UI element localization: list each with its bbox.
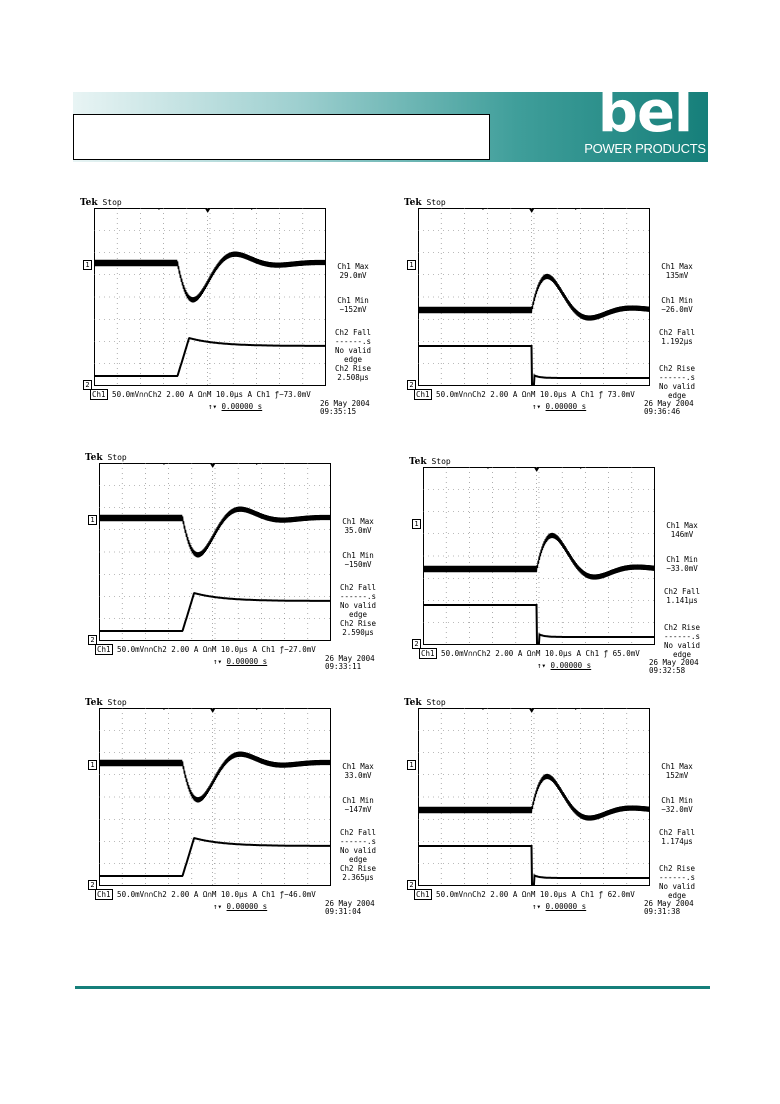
ch2-current-trace (418, 846, 650, 884)
trigger-position: ↑▾ 0.00000 s (532, 402, 587, 411)
measure-ch1-max: Ch1 Max 33.0mV (342, 762, 374, 780)
tek-stop-label: Tek Stop (85, 698, 127, 708)
trigger-position: ↑▾ 0.00000 s (532, 902, 587, 911)
trigger-position: ↑▾ 0.00000 s (537, 661, 592, 670)
measure-ch2-fall: Ch2 Fall ------.s No valid edge (339, 828, 377, 864)
scope-status-bar: Ch1 50.0mV∩∩Ch2 2.00 A Ω∩M 10.0μs A Ch1 ƒ 73.0mV (416, 390, 635, 399)
capture-datetime: 26 May 2004 09:31:04 (325, 899, 375, 916)
trigger-position: ↑▾ 0.00000 s (213, 657, 268, 666)
title-box (73, 114, 490, 160)
measure-ch2-fall: Ch2 Fall 1.141μs (663, 587, 701, 605)
ch1-marker: 1 (407, 260, 416, 270)
scope-status-bar: Ch1 50.0mV∩∩Ch2 2.00 A Ω∩M 10.0μs A Ch1 ƒ 62.0mV (416, 890, 635, 899)
scope-capture-4 (409, 457, 729, 687)
capture-datetime: 26 May 2004 09:35:15 (320, 399, 370, 416)
ch2-marker: 2 (407, 380, 416, 390)
measure-ch1-min: Ch1 Min −33.0mV (666, 555, 698, 573)
scope-screen (94, 208, 326, 398)
ch1-voltage-trace (99, 507, 331, 558)
scope-screen (418, 208, 650, 398)
ch2-marker: 2 (88, 635, 97, 645)
ch1-voltage-trace (99, 752, 331, 803)
scope-status-bar: Ch1 50.0mV∩∩Ch2 2.00 A Ω∩M 10.0μs A Ch1 ƒ 65.0mV (421, 649, 640, 658)
tek-stop-label: Tek Stop (85, 453, 127, 463)
ch2-marker: 2 (407, 880, 416, 890)
trigger-position: ↑▾ 0.00000 s (213, 902, 268, 911)
measure-ch1-max: Ch1 Max 35.0mV (342, 517, 374, 535)
logo-subtitle: POWER PRODUCTS (584, 141, 706, 156)
bel-logo (583, 80, 707, 159)
ch2-current-trace (423, 605, 655, 643)
measure-ch2-rise: Ch2 Rise 2.590μs (339, 619, 377, 637)
ch1-marker: 1 (88, 515, 97, 525)
scope-capture-2 (404, 198, 724, 428)
ch2-current-trace (418, 346, 650, 384)
measure-ch1-max: Ch1 Max 146mV (666, 521, 698, 539)
measure-ch2-fall: Ch2 Fall 1.174μs (658, 828, 696, 846)
measure-ch2-rise: Ch2 Rise ------.s No valid edge (658, 864, 696, 900)
measure-ch1-min: Ch1 Min −147mV (342, 796, 374, 814)
measure-ch1-min: Ch1 Min −26.0mV (661, 296, 693, 314)
measure-ch2-fall: Ch2 Fall ------.s No valid edge (339, 583, 377, 619)
scope-capture-1 (80, 198, 400, 428)
scope-status-bar: Ch1 50.0mV∩∩Ch2 2.00 A Ω∩M 10.0μs A Ch1 ƒ−27.0mV (97, 645, 316, 654)
ch1-marker: 1 (83, 260, 92, 270)
tek-stop-label: Tek Stop (404, 698, 446, 708)
measure-ch1-min: Ch1 Min −150mV (342, 551, 374, 569)
scope-capture-3 (85, 453, 405, 683)
logo-word: bel (597, 80, 693, 145)
measure-ch2-rise: Ch2 Rise ------.s No valid edge (658, 364, 696, 400)
scope-screen (99, 463, 331, 653)
measure-ch2-fall: Ch2 Fall 1.192μs (658, 328, 696, 346)
trigger-position: ↑▾ 0.00000 s (208, 402, 263, 411)
capture-datetime: 26 May 2004 09:31:38 (644, 899, 694, 916)
scope-screen (99, 708, 331, 898)
measure-ch2-fall: Ch2 Fall ------.s No valid edge (334, 328, 372, 364)
scope-screen (418, 708, 650, 898)
scope-capture-5 (85, 698, 405, 928)
ch1-marker: 1 (88, 760, 97, 770)
ch1-marker: 1 (407, 760, 416, 770)
tek-stop-label: Tek Stop (409, 457, 451, 467)
footer-rule (75, 986, 710, 989)
scope-status-bar: Ch1 50.0mV∩∩Ch2 2.00 A Ω∩M 10.0μs A Ch1 ƒ−46.0mV (97, 890, 316, 899)
measure-ch2-rise: Ch2 Rise 2.365μs (339, 864, 377, 882)
ch2-marker: 2 (412, 639, 421, 649)
capture-datetime: 26 May 2004 09:36:46 (644, 399, 694, 416)
ch1-voltage-trace (94, 252, 326, 303)
measure-ch1-max: Ch1 Max 29.0mV (337, 262, 369, 280)
scope-status-bar: Ch1 50.0mV∩∩Ch2 2.00 A Ω∩M 10.0μs A Ch1 ƒ−73.0mV (92, 390, 311, 399)
ch1-marker: 1 (412, 519, 421, 529)
measure-ch1-min: Ch1 Min −32.0mV (661, 796, 693, 814)
scope-capture-6 (404, 698, 724, 928)
ch2-marker: 2 (88, 880, 97, 890)
capture-datetime: 26 May 2004 09:33:11 (325, 654, 375, 671)
measure-ch1-max: Ch1 Max 152mV (661, 762, 693, 780)
measure-ch2-rise: Ch2 Rise 2.508μs (334, 364, 372, 382)
measure-ch1-max: Ch1 Max 135mV (661, 262, 693, 280)
tek-stop-label: Tek Stop (404, 198, 446, 208)
measure-ch2-rise: Ch2 Rise ------.s No valid edge (663, 623, 701, 659)
measure-ch1-min: Ch1 Min −152mV (337, 296, 369, 314)
scope-screen (423, 467, 655, 657)
ch2-marker: 2 (83, 380, 92, 390)
tek-stop-label: Tek Stop (80, 198, 122, 208)
capture-datetime: 26 May 2004 09:32:58 (649, 658, 699, 675)
